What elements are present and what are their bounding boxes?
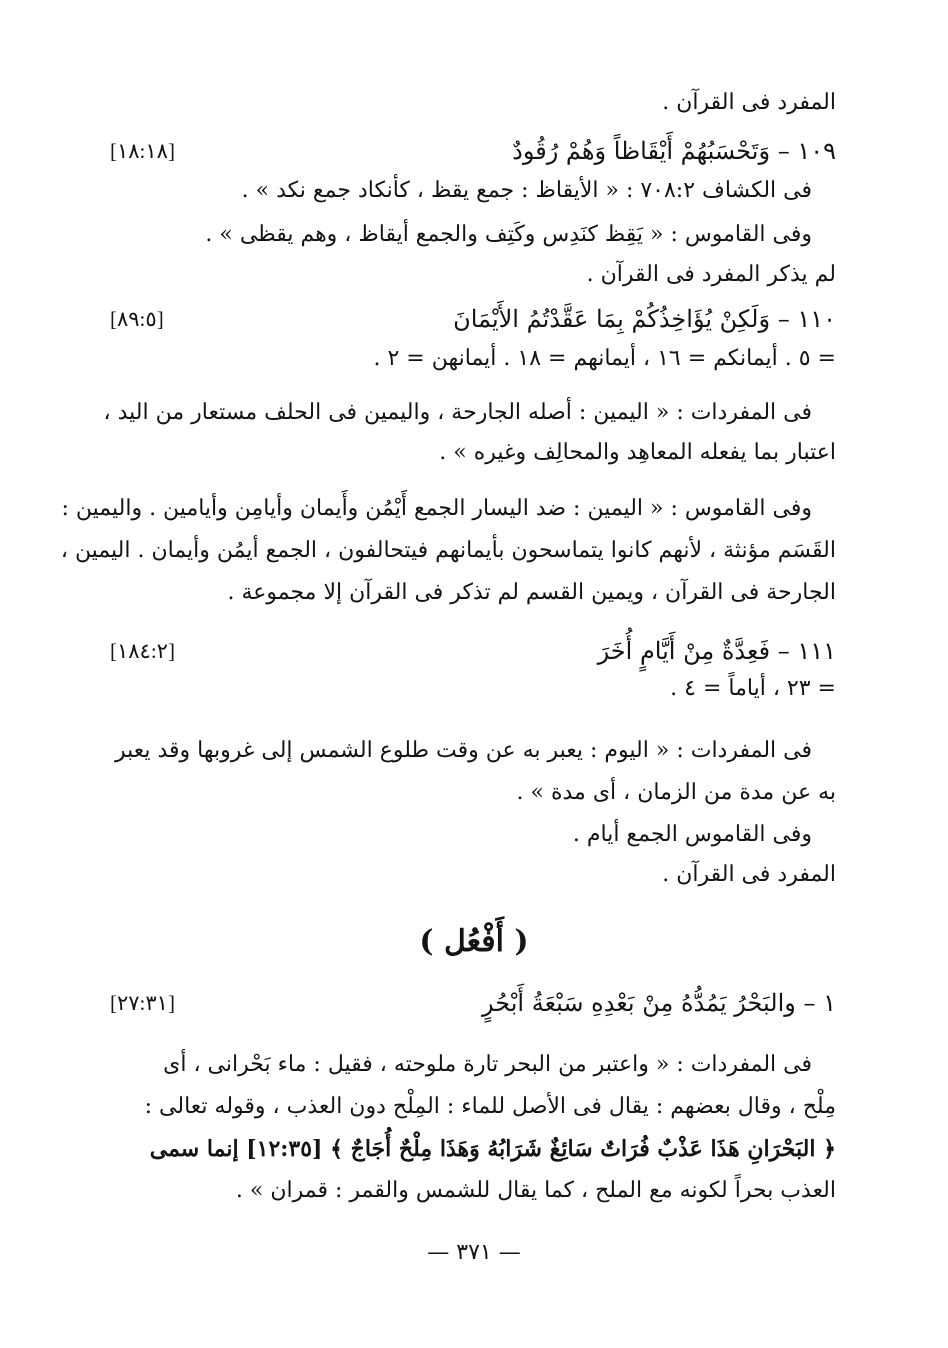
text-line: فى المفردات : « واعتبر من البحر تارة ملوحته ، فقيل : ماء بَحْرانى ، أى [163, 1052, 812, 1077]
verse-1 [110, 986, 836, 1020]
text-line: لم يذكر المفرد فى القرآن . [586, 262, 836, 287]
text-line: وفى القاموس : « يَقِظ كنَدِس وكَتِف والجمع أيقاظ ، وهم يقظى » . [205, 222, 812, 247]
quran-quote-line: ﴿ البَحْرَانِ هَذَا عَذْبٌ فُرَاتٌ سَائِغٌ شَرَابُهُ وَهَذَا مِلْحٌ أُجَاجٌ ﴾ [١٢:٣٥] إنما سمى [149, 1136, 836, 1162]
text-line: = ٥ . أيمانكم = ١٦ ، أيمانهم = ١٨ . أيمانهن = ٢ . [373, 346, 836, 371]
verse-reference: [١٨:١٨] [110, 139, 175, 163]
verse-reference: [٨٩:٥] [110, 307, 164, 331]
text-line: العذب بحراً لكونه مع الملح ، كما يقال للشمس والقمر : قمران » . [235, 1178, 836, 1203]
verse-reference: [٢٧:٣١] [110, 991, 175, 1015]
text-line: المفرد فى القرآن . [662, 90, 836, 115]
text-line: فى المفردات : « اليوم : يعبر به عن وقت طلوع الشمس إلى غروبها وقد يعبر [114, 738, 812, 763]
verse-text: ١١٠ – وَلَكِنْ يُؤَاخِذُكُمْ بِمَا عَقَّدْتُمُ الأَيْمَانَ [453, 305, 836, 333]
verse-reference: [١٨٤:٢] [110, 639, 175, 663]
text-line: = ٢٣ ، أياماً = ٤ . [670, 676, 836, 701]
text-line: فى الكشاف ٧٠٨:٢ : « الأيقاظ : جمع يقظ ، كأنكاد جمع نكد » . [241, 178, 812, 203]
text-line: اعتبار بما يفعله المعاهِد والمحالِف وغيره » . [439, 440, 836, 465]
verse-text: ١ – والبَحْرُ يَمُدُّهُ مِنْ بَعْدِهِ سَبْعَةُ أَبْحُرٍ [482, 989, 836, 1017]
text-line: المفرد فى القرآن . [662, 862, 836, 887]
text-line: مِلْح ، وقال بعضهم : يقال فى الأصل للماء : المِلْح دون العذب ، وقوله تعالى : [144, 1094, 836, 1119]
verse-109 [110, 134, 836, 168]
text-line: فى المفردات : « اليمين : أصله الجارحة ، واليمين فى الحلف مستعار من اليد ، [103, 400, 812, 425]
verse-110 [110, 302, 836, 336]
text-line: وفى القاموس : « اليمين : ضد اليسار الجمع أَيْمُن وأَيمان وأيامِن وأيامين . واليمين : [61, 496, 812, 521]
text-line: به عن مدة من الزمان ، أى مدة » . [516, 780, 836, 805]
section-heading: ( أَفْعُل ) [419, 924, 529, 959]
verse-111 [110, 634, 836, 668]
text-line: الجارحة فى القرآن ، ويمين القسم لم تذكر فى القرآن إلا مجموعة . [227, 580, 836, 605]
verse-text: ١٠٩ – وَتَحْسَبُهُمْ أَيْقَاظاً وَهُمْ رُقُودٌ [512, 137, 836, 165]
page-number: — ٣٧١ — [427, 1240, 521, 1265]
text-line: وفى القاموس الجمع أيام . [572, 822, 812, 847]
text-line: القَسَم مؤنثة ، لأنهم كانوا يتماسحون بأيمانهم فيتحالفون ، الجمع أيمُن وأيمان . اليمين ، [60, 538, 836, 563]
verse-text: ١١١ – فَعِدَّةٌ مِنْ أَيَّامٍ أُخَرَ [597, 637, 836, 665]
